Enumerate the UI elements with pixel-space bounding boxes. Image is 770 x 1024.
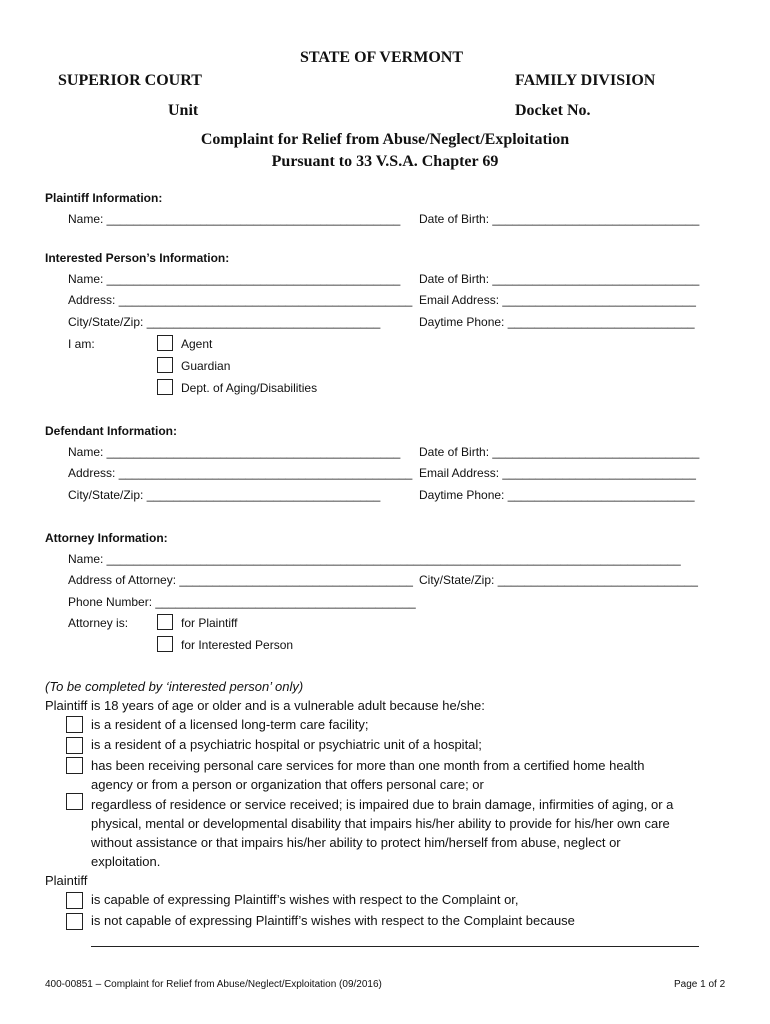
for-plaintiff-label: for Plaintiff: [181, 616, 238, 630]
plaintiff-capability-label: Plaintiff: [45, 873, 88, 888]
not-capable-reason-line[interactable]: [91, 946, 699, 947]
defendant-city-field[interactable]: City/State/Zip: ___________________________________: [68, 488, 381, 502]
plaintiff-heading: Plaintiff Information:: [45, 191, 163, 205]
defendant-name-field[interactable]: Name: ____________________________________________: [68, 445, 401, 459]
vulnerable-adult-intro: Plaintiff is 18 years of age or older and is a vulnerable adult because he/she:: [45, 698, 485, 713]
defendant-address-field[interactable]: Address: ____________________________________________: [68, 466, 413, 480]
for-interested-person-checkbox[interactable]: [157, 636, 173, 652]
reason-ltc-facility-text: is a resident of a licensed long-term care facility;: [91, 717, 369, 732]
division-heading: FAMILY DIVISION: [515, 72, 656, 89]
reason-psychiatric-text: is a resident of a psychiatric hospital or psychiatric unit of a hospital;: [91, 737, 482, 752]
reason-impaired-text-2: physical, mental or developmental disability that impairs his/her ability to provide for his/her own care: [91, 816, 670, 831]
interested-heading: Interested Person’s Information:: [45, 251, 230, 265]
title-line-1: Complaint for Relief from Abuse/Neglect/Exploitation: [200, 131, 570, 148]
attorney-city-field[interactable]: City/State/Zip: ______________________________: [419, 573, 698, 587]
attorney-address-field[interactable]: Address of Attorney: ___________________________________: [68, 573, 413, 587]
defendant-email-field[interactable]: Email Address: _____________________________: [419, 466, 696, 480]
for-plaintiff-checkbox[interactable]: [157, 614, 173, 630]
reason-impaired-text-3: without assistance or that impairs his/her ability to protect him/herself from abuse, neglect or: [91, 835, 621, 850]
unit-label: Unit: [168, 102, 199, 119]
reason-impaired-text-4: exploitation.: [91, 854, 161, 869]
title-line-2: Pursuant to 33 V.S.A. Chapter 69: [271, 153, 499, 170]
interested-name-field[interactable]: Name: ____________________________________________: [68, 272, 401, 286]
reason-psychiatric-checkbox[interactable]: [66, 737, 83, 754]
interested-city-field[interactable]: City/State/Zip: ___________________________________: [68, 315, 381, 329]
interested-email-field[interactable]: Email Address: _____________________________: [419, 293, 696, 307]
plaintiff-dob-field[interactable]: Date of Birth: _______________________________: [419, 212, 700, 226]
attorney-name-field[interactable]: Name: ______________________________________________________________________________________: [68, 552, 681, 566]
attorney-phone-field[interactable]: Phone Number: _______________________________________: [68, 595, 416, 609]
form-number-footer: 400-00851 – Complaint for Relief from Abuse/Neglect/Exploitation (09/2016): [45, 979, 382, 990]
dept-aging-option-label: Dept. of Aging/Disabilities: [181, 381, 318, 395]
interested-address-field[interactable]: Address: ____________________________________________: [68, 293, 413, 307]
interested-only-note: (To be completed by ‘interested person’ only): [45, 679, 304, 694]
agent-option-label: Agent: [181, 337, 213, 351]
i-am-label: I am:: [68, 337, 95, 351]
for-interested-person-label: for Interested Person: [181, 638, 294, 652]
page-number: Page 1 of 2: [674, 979, 726, 990]
state-heading: STATE OF VERMONT: [300, 49, 463, 66]
not-capable-checkbox[interactable]: [66, 913, 83, 930]
docket-label: Docket No.: [515, 102, 591, 119]
guardian-checkbox[interactable]: [157, 357, 173, 373]
attorney-heading: Attorney Information:: [45, 531, 168, 545]
reason-personal-care-text-1: has been receiving personal care services for more than one month from a certified home health: [91, 758, 645, 773]
interested-phone-field[interactable]: Daytime Phone: ____________________________: [419, 315, 695, 329]
plaintiff-name-field[interactable]: Name: ____________________________________________: [68, 212, 401, 226]
defendant-heading: Defendant Information:: [45, 424, 177, 438]
defendant-dob-field[interactable]: Date of Birth: _______________________________: [419, 445, 700, 459]
dept-aging-checkbox[interactable]: [157, 379, 173, 395]
not-capable-text: is not capable of expressing Plaintiff’s wishes with respect to the Complaint because: [91, 913, 575, 928]
defendant-phone-field[interactable]: Daytime Phone: ____________________________: [419, 488, 695, 502]
interested-dob-field[interactable]: Date of Birth: _______________________________: [419, 272, 700, 286]
attorney-is-label: Attorney is:: [68, 616, 129, 630]
reason-personal-care-text-2: agency or from a person or organization that offers personal care; or: [91, 777, 484, 792]
court-heading: SUPERIOR COURT: [58, 72, 202, 89]
reason-impaired-text-1: regardless of residence or service received; is impaired due to brain damage, infirmities of aging, or a: [91, 797, 674, 812]
capable-checkbox[interactable]: [66, 892, 83, 909]
reason-impaired-checkbox[interactable]: [66, 793, 83, 810]
reason-personal-care-checkbox[interactable]: [66, 757, 83, 774]
reason-ltc-facility-checkbox[interactable]: [66, 716, 83, 733]
capable-text: is capable of expressing Plaintiff’s wishes with respect to the Complaint or,: [91, 892, 519, 907]
agent-checkbox[interactable]: [157, 335, 173, 351]
guardian-option-label: Guardian: [181, 359, 231, 373]
